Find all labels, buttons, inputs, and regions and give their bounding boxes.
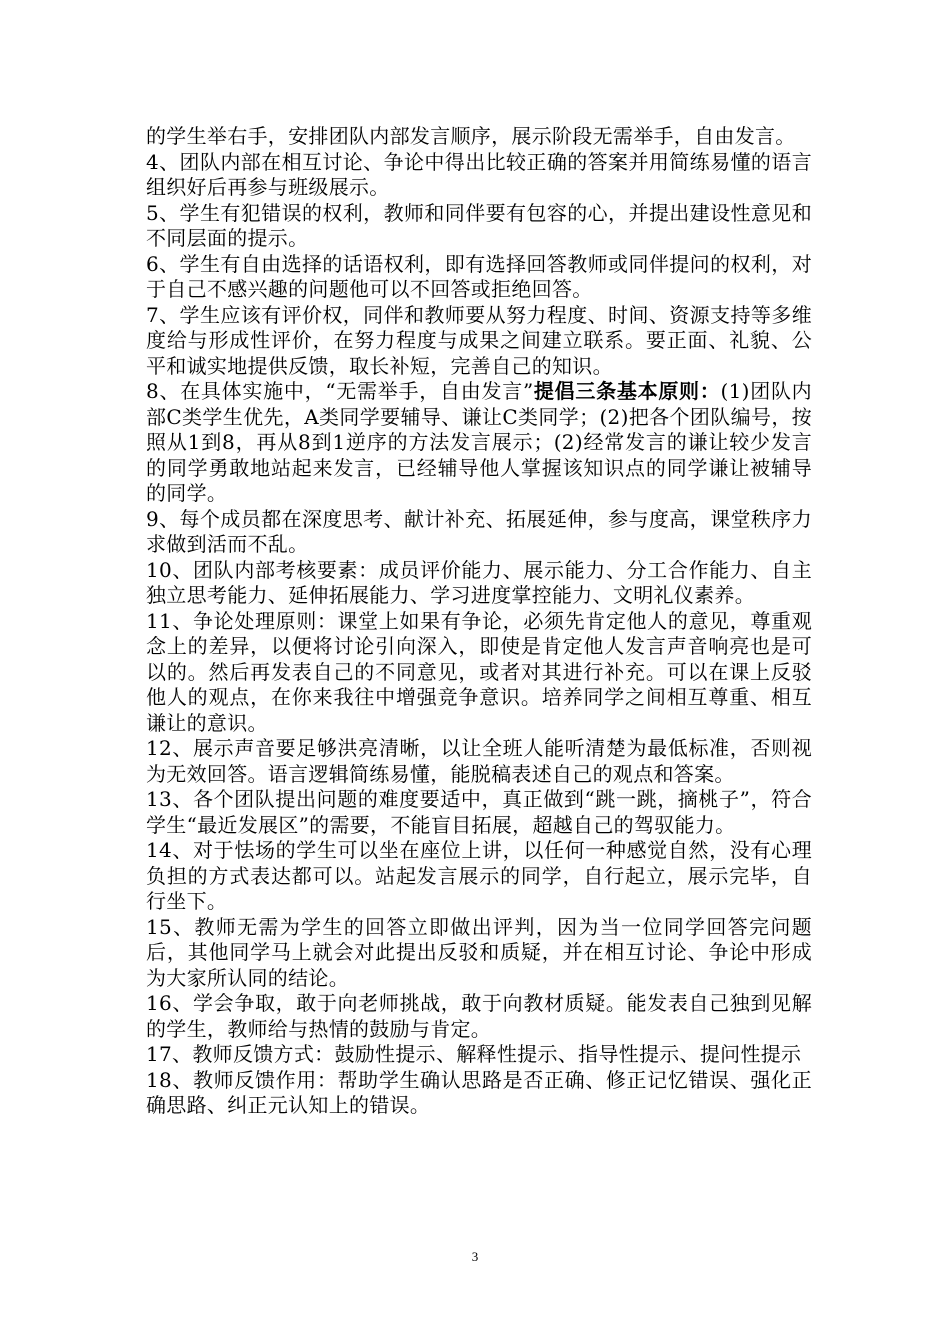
paragraph-4: 4、团队内部在相互讨论、争论中得出比较正确的答案并用简练易懂的语言组织好后再参与班级展示。 — [146, 149, 812, 199]
paragraph-11: 11、争论处理原则：课堂上如果有争论，必须先肯定他人的意见，尊重观念上的差异，以便将讨论引向深入，即使是肯定他人发言声音响亮也是可以的。然后再发表自己的不同意见，或者对其进行补充。可以在课上反驳他人的观点，在你来我往中增强竞争意识。培养同学之间相互尊重、相互谦让的意识。 — [146, 608, 812, 735]
paragraph-6: 6、学生有自由选择的话语权利，即有选择回答教师或同伴提问的权利，对于自己不感兴趣的问题他可以不回答或拒绝回答。 — [146, 251, 812, 301]
paragraph-8-bold-heading: 提倡三条基本原则： — [533, 379, 721, 403]
paragraph-8-rules: (1)团队内部C类学生优先，A类同学要辅导、谦让C类同学；(2)把各个团队编号，按照从1到8，再从8到1逆序的方法发言展示；(2)经常发言的谦让较少发言的同学勇敢地站起来发言，已经辅导他人掌握该知识点的同学谦让被辅导的同学。 — [146, 379, 812, 505]
page-number: 3 — [471, 1249, 479, 1264]
paragraph-16: 16、学会争取，敢于向老师挑战，敢于向教材质疑。能发表自己独到见解的学生，教师给与热情的鼓励与肯定。 — [146, 991, 812, 1041]
document-body — [146, 124, 812, 1119]
paragraph-18: 18、教师反馈作用：帮助学生确认思路是否正确、修正记忆错误、强化正确思路、纠正元认知上的错误。 — [146, 1067, 812, 1117]
paragraph-8-intro: 8、在具体实施中，“无需举手，自由发言” — [146, 379, 534, 403]
paragraph-7: 7、学生应该有评价权，同伴和教师要从努力程度、时间、资源支持等多维度给与形成性评价，在努力程度与成果之间建立联系。要正面、礼貌、公平和诚实地提供反馈，取长补短，完善自己的知识。 — [146, 302, 812, 378]
paragraph-10: 10、团队内部考核要素：成员评价能力、展示能力、分工合作能力、自主独立思考能力、延伸拓展能力、学习进度掌控能力、文明礼仪素养。 — [146, 557, 812, 607]
paragraph-15: 15、教师无需为学生的回答立即做出评判，因为当一位同学回答完问题后，其他同学马上就会对此提出反驳和质疑，并在相互讨论、争论中形成为大家所认同的结论。 — [146, 914, 812, 990]
paragraph-14: 14、对于怯场的学生可以坐在座位上讲，以任何一种感觉自然，没有心理负担的方式表达都可以。站起发言展示的同学，自行起立，展示完毕，自行坐下。 — [146, 838, 812, 913]
paragraph-8 — [146, 379, 812, 507]
paragraph-17: 17、教师反馈方式：鼓励性提示、解释性提示、指导性提示、提问性提示 — [146, 1042, 802, 1066]
paragraph-5: 5、学生有犯错误的权利，教师和同伴要有包容的心，并提出建设性意见和不同层面的提示。 — [146, 200, 812, 250]
paragraph-continuation: 的学生举右手，安排团队内部发言顺序，展示阶段无需举手，自由发言。 — [146, 124, 796, 148]
paragraph-13: 13、各个团队提出问题的难度要适中，真正做到“跳一跳，摘桃子”，符合学生“最近发展区”的需要，不能盲目拓展，超越自己的驾驭能力。 — [146, 787, 812, 837]
paragraph-9: 9、每个成员都在深度思考、献计补充、拓展延伸，参与度高，课堂秩序力求做到活而不乱。 — [146, 506, 812, 556]
paragraph-12: 12、展示声音要足够洪亮清晰，以让全班人能听清楚为最低标准，否则视为无效回答。语言逻辑简练易懂，能脱稿表述自己的观点和答案。 — [146, 736, 812, 786]
